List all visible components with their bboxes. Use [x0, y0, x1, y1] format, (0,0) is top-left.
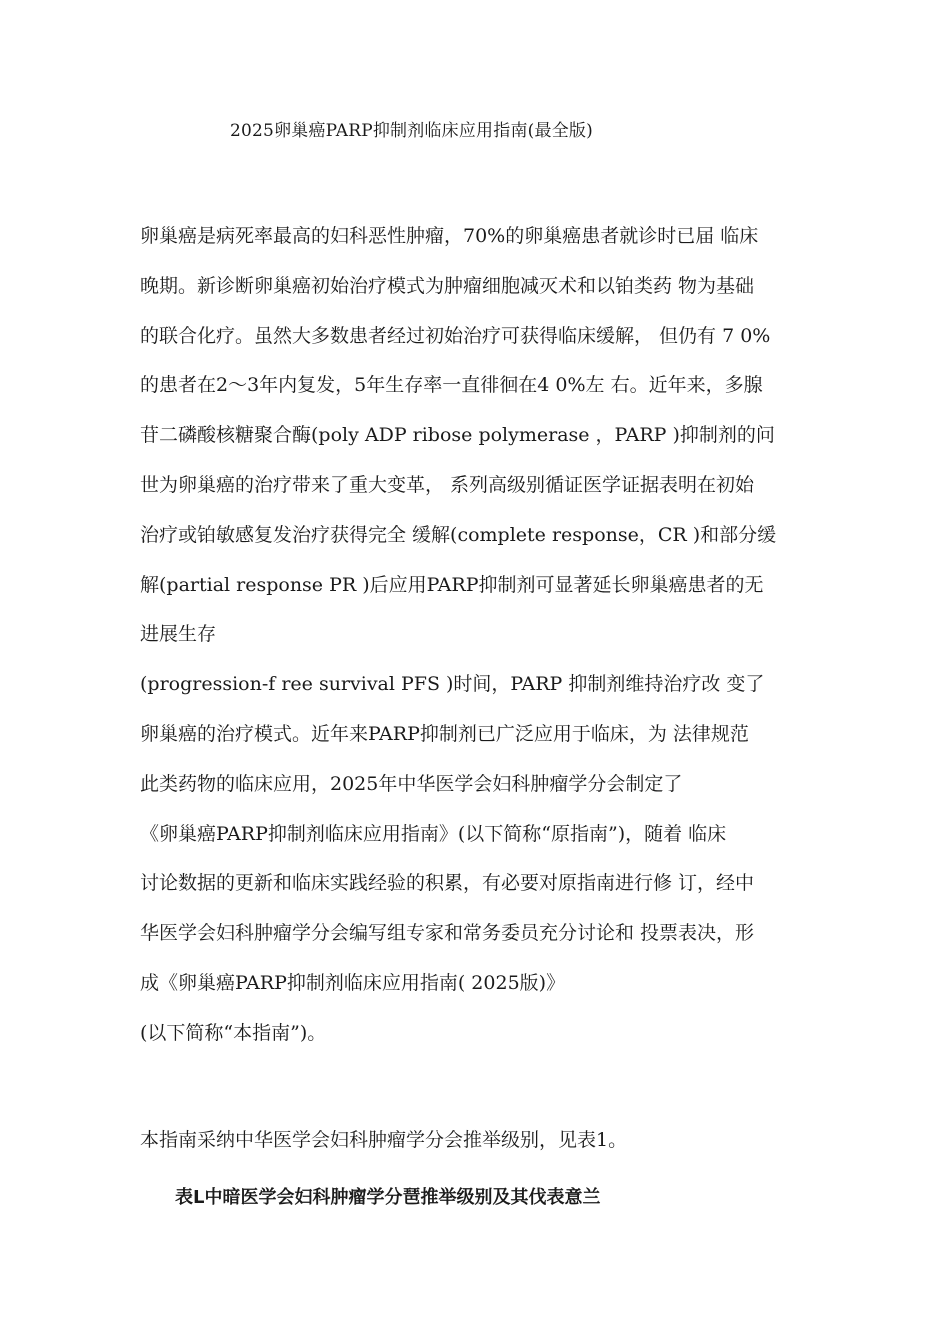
paragraph-line: 讨论数据的更新和临床实践经验的积累，有必要对原指南进行修 订，经中	[140, 872, 755, 895]
paragraph-line: 的患者在2〜3年内复发，5年生存率一直徘徊在4 0%左 右。近年来，多腺	[140, 374, 763, 397]
paragraph-line: 世为卵巢癌的治疗带来了重大变革， 系列高级别循证医学证据表明在初始	[140, 473, 755, 496]
paragraph-line: 晚期。新诊断卵巢癌初始治疗模式为肿瘤细胞减灭术和以铂类药 物为基础	[140, 274, 755, 297]
paragraph-line: 卵巢癌是病死率最高的妇科恶性肿瘤，70%的卵巢癌患者就诊时已届 临床	[140, 225, 759, 247]
paragraph-line: 卵巢癌的治疗模式。近年来PARP抑制剂已广泛应用于临床，为 法律规范	[140, 722, 749, 745]
paragraph-line: 治疗或铂敏感复发治疗获得完全 缓解(complete response，CR )和部分缓	[140, 523, 777, 546]
paragraph-line: 此类药物的临床应用，2025年中华医学会妇科肿瘤学分会制定了	[140, 772, 683, 795]
paragraph-line: 成《卵巢癌PARP抑制剂临床应用指南( 2025版)》	[140, 971, 566, 994]
paragraph-line: 的联合化疗。虽然大多数患者经过初始治疗可获得临床缓解， 但仍有 7 0%	[140, 324, 771, 347]
paragraph-line: 解(partial response PR )后应用PARP抑制剂可显著延长卵巢癌患者的无	[140, 573, 764, 596]
paragraph-line: (progression-f ree survival PFS )时间，PARP 抑制剂维持治疗改 变了	[140, 673, 765, 696]
paragraph-line: 华医学会妇科肿瘤学分会编写组专家和常务委员充分讨论和 投票表决，形	[140, 922, 755, 945]
document-title: 2025卵巢癌PARP抑制剂临床应用指南(最全版)	[230, 121, 593, 141]
paragraph-line: 《卵巢癌PARP抑制剂临床应用指南》(以下简称“原指南”)，随着 临床	[140, 822, 727, 845]
table-caption: 表L中暗医学会妇科肿瘤学分琶推举级别及其伐表意兰	[175, 1187, 601, 1208]
paragraph-line: 进展生存	[140, 623, 217, 646]
paragraph-line: (以下简称“本指南”)。	[140, 1021, 327, 1044]
paragraph-line: 苷二磷酸核糖聚合酶(poly ADP ribose polymerase ，PARP )抑制剂的问	[140, 424, 775, 447]
grading-note: 本指南采纳中华医学会妇科肿瘤学分会推举级别，见表1。	[140, 1129, 628, 1151]
intro-paragraph	[140, 222, 840, 1069]
